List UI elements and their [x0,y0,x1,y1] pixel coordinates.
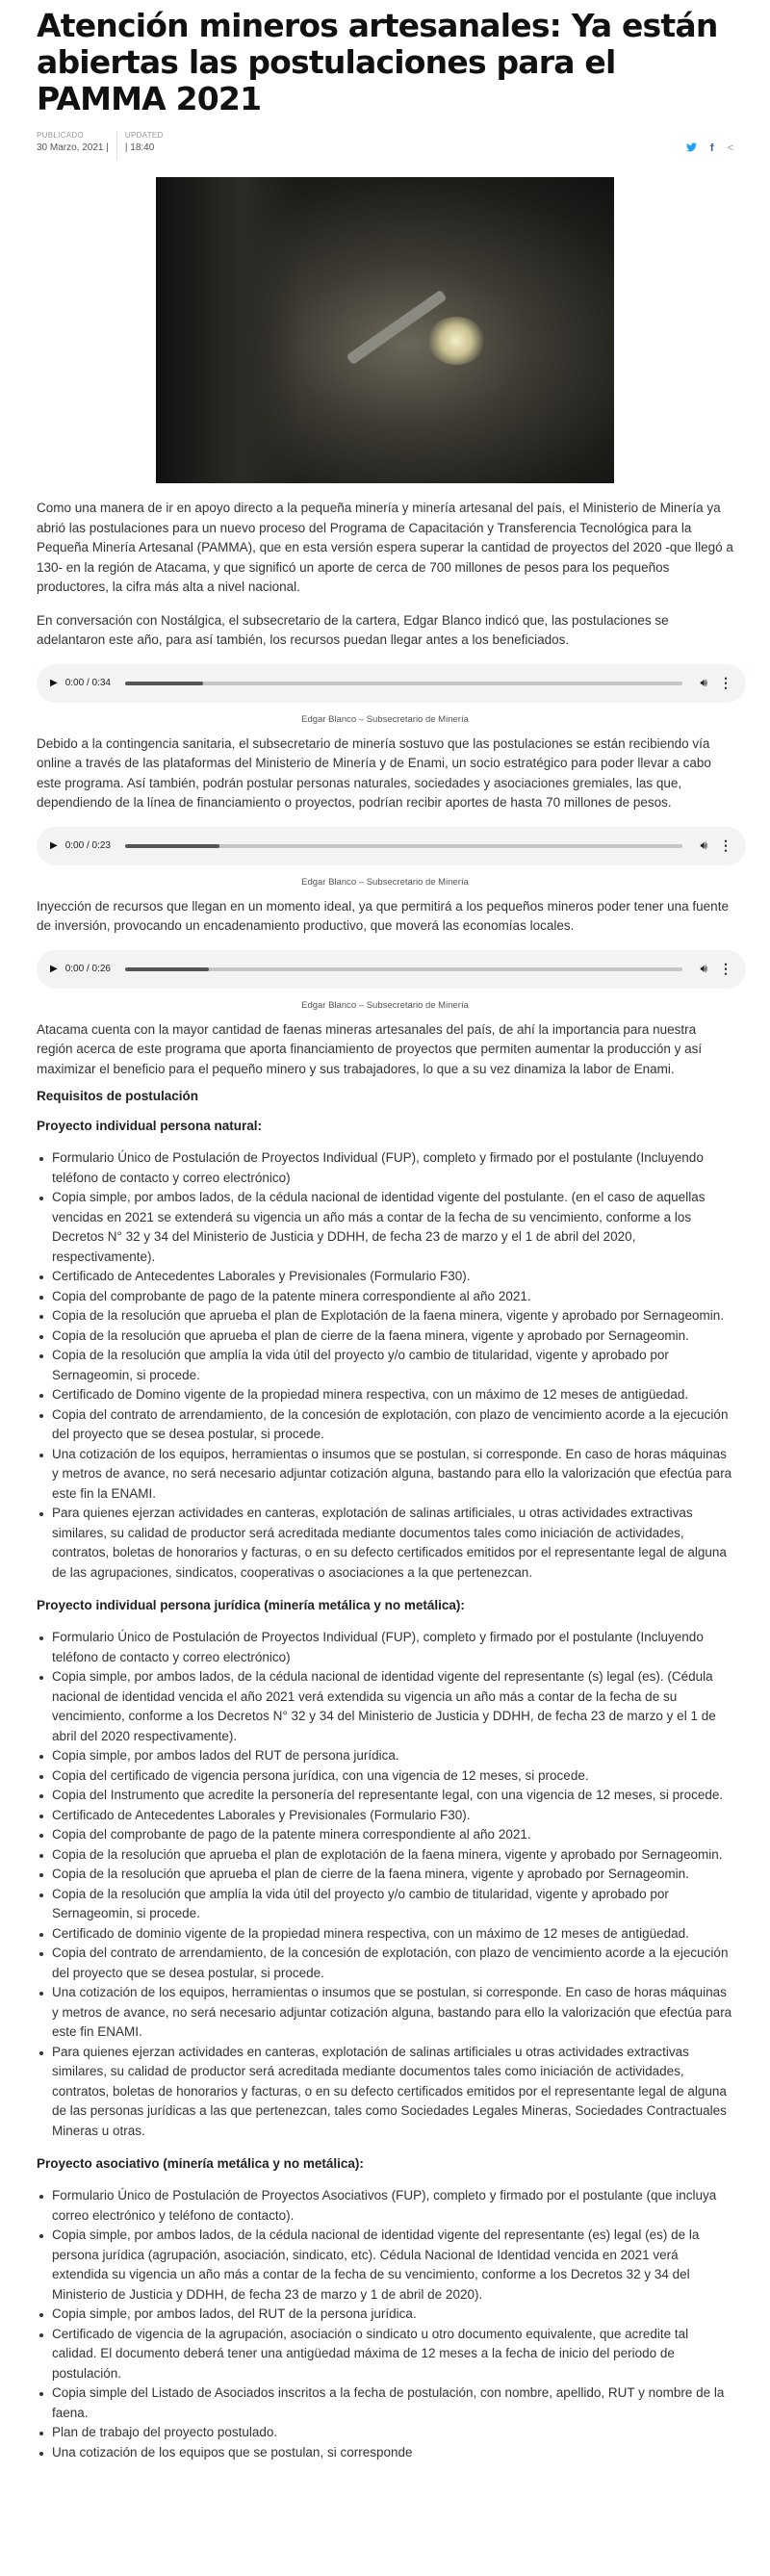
updated-label: UPDATED [124,131,164,140]
audio-seek-bar[interactable] [125,967,683,971]
list-item: Copia del comprobante de pago de la patente minera correspondiente al año 2021. [37,1825,733,1845]
list-item: Certificado de vigencia de la agrupación, asociación o sindicato u otro documento equivalente, que acredite tal calidad. El documento deberá tener una antigüedad máxima de 12 meses a la fecha de inicio del periodo de postulación. [37,2325,733,2384]
meta-divider [116,131,117,160]
list-item: Copia de la resolución que aprueba el plan de Explotación de la faena minera, vigente y aprobado por Sernageomin. [37,1306,733,1327]
more-options-icon[interactable]: ⋮ [719,961,732,976]
list-item: Una cotización de los equipos que se postulan, si corresponde [37,2443,733,2463]
audio-caption: Edgar Blanco – Subsecretario de Minería [301,876,469,888]
volume-icon[interactable]: 🔊︎ [700,962,707,975]
list-item: Una cotización de los equipos, herramientas o insumos que se postulan, si corresponde. En caso de horas máquinas y metros de avance, no será necesario adjuntar cotización alguna, bastando para ello la valorización que efectúa para este fin ENAMI. [37,1983,733,2043]
audio-player[interactable] [37,664,746,703]
audio-seek-bar[interactable] [125,844,683,848]
requirements-sections [37,1119,733,2462]
requirements-list [37,1628,733,2141]
article-meta [37,131,733,164]
list-item: Copia del Instrumento que acredite la personería del representante legal, con una vigencia de 12 meses, si procede. [37,1786,733,1806]
list-item: Copia del contrato de arrendamiento, de la concesión de explotación, con plazo de vencimiento acorde a la ejecución del proyecto que se desea postular, si procede. [37,1944,733,1983]
list-item: Certificado de Antecedentes Laborales y Previsionales (Formulario F30). [37,1806,733,1826]
more-options-icon[interactable]: ⋮ [719,675,732,690]
volume-icon[interactable]: 🔊︎ [700,676,707,689]
list-item: Formulario Único de Postulación de Proyectos Individual (FUP), completo y firmado por el postulante (Incluyendo teléfono de contacto y correo electrónico) [37,1628,733,1667]
audio-caption: Edgar Blanco – Subsecretario de Minería [301,713,469,725]
share-icon[interactable]: < [727,142,733,154]
audio-player[interactable] [37,950,746,989]
list-item: Certificado de Domino vigente de la propiedad minera respectiva, con un máximo de 12 meses de antigüedad. [37,1385,733,1405]
published-value: 30 Marzo, 2021 | [37,142,109,153]
play-icon[interactable]: ▶ [50,964,58,974]
updated-value: | 18:40 [124,142,155,153]
section-heading: Proyecto individual persona jurídica (minería metálica y no metálica): [37,1598,465,1612]
paragraph: En conversación con Nostálgica, el subsecretario de la cartera, Edgar Blanco indicó que, las postulaciones se adelantaron este año, para así también, los recursos puedan llegar antes a los beneficiados. [37,612,669,647]
play-icon[interactable]: ▶ [50,840,58,851]
list-item: Para quienes ejerzan actividades en canteras, explotación de salinas artificiales, u otras actividades extractivas similares, su calidad de productor será acreditada mediante documentos tales como iniciación de actividades, contratos, boletas de honorarios y facturas, o en su defecto certificados emitidos por el representante legal de alguna de las agrupaciones, sindicatos, cooperativas o asociaciones a la que pertenezcan. [37,1504,733,1583]
audio-buffer-fill [125,844,220,848]
list-item: Para quienes ejerzan actividades en canteras, explotación de salinas artificiales u otras actividades extractivas similares, su calidad de productor será acreditada mediante documentos tales como iniciación de actividades, contratos, boletas de honorarios y facturas, o en su defecto certificados emitidos por el representante legal de alguna de las personas jurídicas a las que pertenezcan, tales como Sociedades Legales Mineras, Sociedades Contractuales Mineras u otras. [37,2043,733,2142]
requirements-list [37,1148,733,1583]
list-item: Copia del contrato de arrendamiento, de la concesión de explotación, con plazo de vencimiento acorde a la ejecución del proyecto que se desea postular, si procede. [37,1405,733,1445]
section-heading: Proyecto asociativo (minería metálica y no metálica): [37,2156,364,2171]
updated-time [125,131,171,153]
published-label: PUBLICADO [37,131,84,140]
paragraph: Inyección de recursos que llegan en un momento ideal, ya que permitirá a los pequeños mineros poder tener una fuente de inversión, provocando un encadenamiento productivo, que moverá las economías locales. [37,898,729,933]
list-item: Certificado de dominio vigente de la propiedad minera respectiva, con un máximo de 12 meses de antigüedad. [37,1924,733,1945]
paragraph: Como una manera de ir en apoyo directo a la pequeña minería y minería artesanal del país, el Ministerio de Minería ya abrió las postulaciones para un nuevo proceso del Programa de Capacitación y Transferencia Tecnológica para la Pequeña Minería Artesanal (PAMMA), que en esta versión espera superar la cantidad de proyectos del 2020 -que llegó a 130- en la región de Atacama, y que significó un aporte de cerca de 700 millones de pesos para los pequeños productores, la cifra más alta a nivel nacional. [37,501,733,594]
list-item: Copia del comprobante de pago de la patente minera correspondiente al año 2021. [37,1287,733,1307]
article-title: Atención mineros artesanales: Ya están abiertas las postulaciones para el PAMMA 2021 [37,7,718,117]
list-item: Copia del certificado de vigencia persona jurídica, con una vigencia de 12 meses, si procede. [37,1766,733,1787]
list-item: Una cotización de los equipos, herramientas o insumos que se postulan, si corresponde. En caso de horas máquinas y metros de avance, no será necesario adjuntar cotización alguna, bastando para ello la valorización que efectúa para este fin la ENAMI. [37,1445,733,1505]
share-bar [686,142,733,155]
list-item: Plan de trabajo del proyecto postulado. [37,2423,733,2443]
audio-caption: Edgar Blanco – Subsecretario de Minería [301,999,469,1011]
more-options-icon[interactable]: ⋮ [719,837,732,853]
list-item: Copia de la resolución que aprueba el plan de cierre de la faena minera, vigente y aprobado por Sernageomin. [37,1327,733,1347]
volume-icon[interactable]: 🔊︎ [700,838,707,852]
audio-time: 0:00 / 0:23 [64,840,111,851]
list-item: Copia simple, por ambos lados, de la cédula nacional de identidad vigente del postulante. (en el caso de aquellas vencidas en 2021 se extenderá su vigencia un año más a contar de la fecha de su vencimiento, conforme a los Decretos N° 32 y 34 del Ministerio de Justicia y DDHH, de fecha 23 de marzo y el 1 de abril del 2020, respectivamente). [37,1188,733,1267]
list-item: Copia simple, por ambos lados, de la cédula nacional de identidad vigente del representante (s) legal (es). (Cédula nacional de identidad vencida el año 2021 verá extendida su vigencia un año más a contar de la fecha de su vencimiento, conforme a los Decretos N° 32 y 34 del Ministerio de Justicia y DDHH, de fecha 23 de marzo y el 1 de abril del 2020 respectivamente). [37,1667,733,1746]
paragraph: Atacama cuenta con la mayor cantidad de faenas mineras artesanales del país, de ahí la importancia para nuestra región acerca de este programa que aporta financiamiento de proyectos que permiten aumentar la producción y así maximizar el beneficio para el pequeño minero y sus trabajadores, lo que a su vez dinamiza la labor de Enami. [37,1021,703,1076]
audio-time: 0:00 / 0:34 [64,678,111,688]
photo-rock-wall [156,177,300,483]
requirements-list [37,2186,733,2462]
requirements-heading: Requisitos de postulación [37,1089,199,1103]
list-item: Copia de la resolución que aprueba el plan de explotación de la faena minera, vigente y aprobado por Sernageomin. [37,1845,733,1866]
audio-buffer-fill [125,967,209,971]
list-item: Copia simple del Listado de Asociados inscritos a la fecha de postulación, con nombre, apellido, RUT y nombre de la faena. [37,2383,733,2423]
photo-helmet-lamp [427,317,485,365]
published-date [37,131,116,153]
paragraph: Debido a la contingencia sanitaria, el subsecretario de minería sostuvo que las postulaciones se están recibiendo vía online a través de las plataformas del Ministerio de Minería y de Enami, un socio estratégico para poder llevar a cabo este programa. Así también, podrán postular personas naturales, sociedades y asociaciones gremiales, las que, dependiendo de la línea de financiamiento o proyectos, podrían recibir aportes de hasta 70 millones de pesos. [37,735,711,810]
list-item: Formulario Único de Postulación de Proyectos Asociativos (FUP), completo y firmado por el postulante (que incluya correo electrónico y teléfono de contacto). [37,2186,733,2226]
list-item: Copia simple, por ambos lados, de la cédula nacional de identidad vigente del representante (es) legal (es) de la persona jurídica (agrupación, asociación, sindicato, etc). Cédula Nacional de Identidad vencida en 2021 verá extendida su vigencia un año más a contar de la fecha de su vencimiento, conforme a los Decretos 32 y 34 del Ministerio de Justicia y DDHH, de fecha 23 de marzo y 1 de abril de 2020). [37,2226,733,2305]
audio-player[interactable] [37,827,746,865]
list-item: Copia de la resolución que amplía la vida útil del proyecto y/o cambio de titularidad, vigente y aprobado por Sernageomin, si procede. [37,1885,733,1924]
list-item: Copia simple, por ambos lados, del RUT de la persona jurídica. [37,2305,733,2325]
list-item: Formulario Único de Postulación de Proyectos Individual (FUP), completo y firmado por el postulante (Incluyendo teléfono de contacto y correo electrónico) [37,1148,733,1188]
article-photo-miner [156,177,614,483]
audio-buffer-fill [125,682,203,685]
list-item: Copia de la resolución que amplía la vida útil del proyecto y/o cambio de titularidad, vigente y aprobado por Sernageomin, si procede. [37,1346,733,1385]
list-item: Certificado de Antecedentes Laborales y Previsionales (Formulario F30). [37,1267,733,1287]
audio-seek-bar[interactable] [125,682,683,685]
list-item: Copia simple, por ambos lados del RUT de persona jurídica. [37,1746,733,1766]
section-heading: Proyecto individual persona natural: [37,1119,263,1133]
audio-time: 0:00 / 0:26 [64,964,111,974]
play-icon[interactable]: ▶ [50,678,58,688]
twitter-icon[interactable] [686,142,697,155]
facebook-icon[interactable]: f [709,142,714,154]
list-item: Copia de la resolución que aprueba el plan de cierre de la faena minera, vigente y aprobado por Sernageomin. [37,1865,733,1885]
